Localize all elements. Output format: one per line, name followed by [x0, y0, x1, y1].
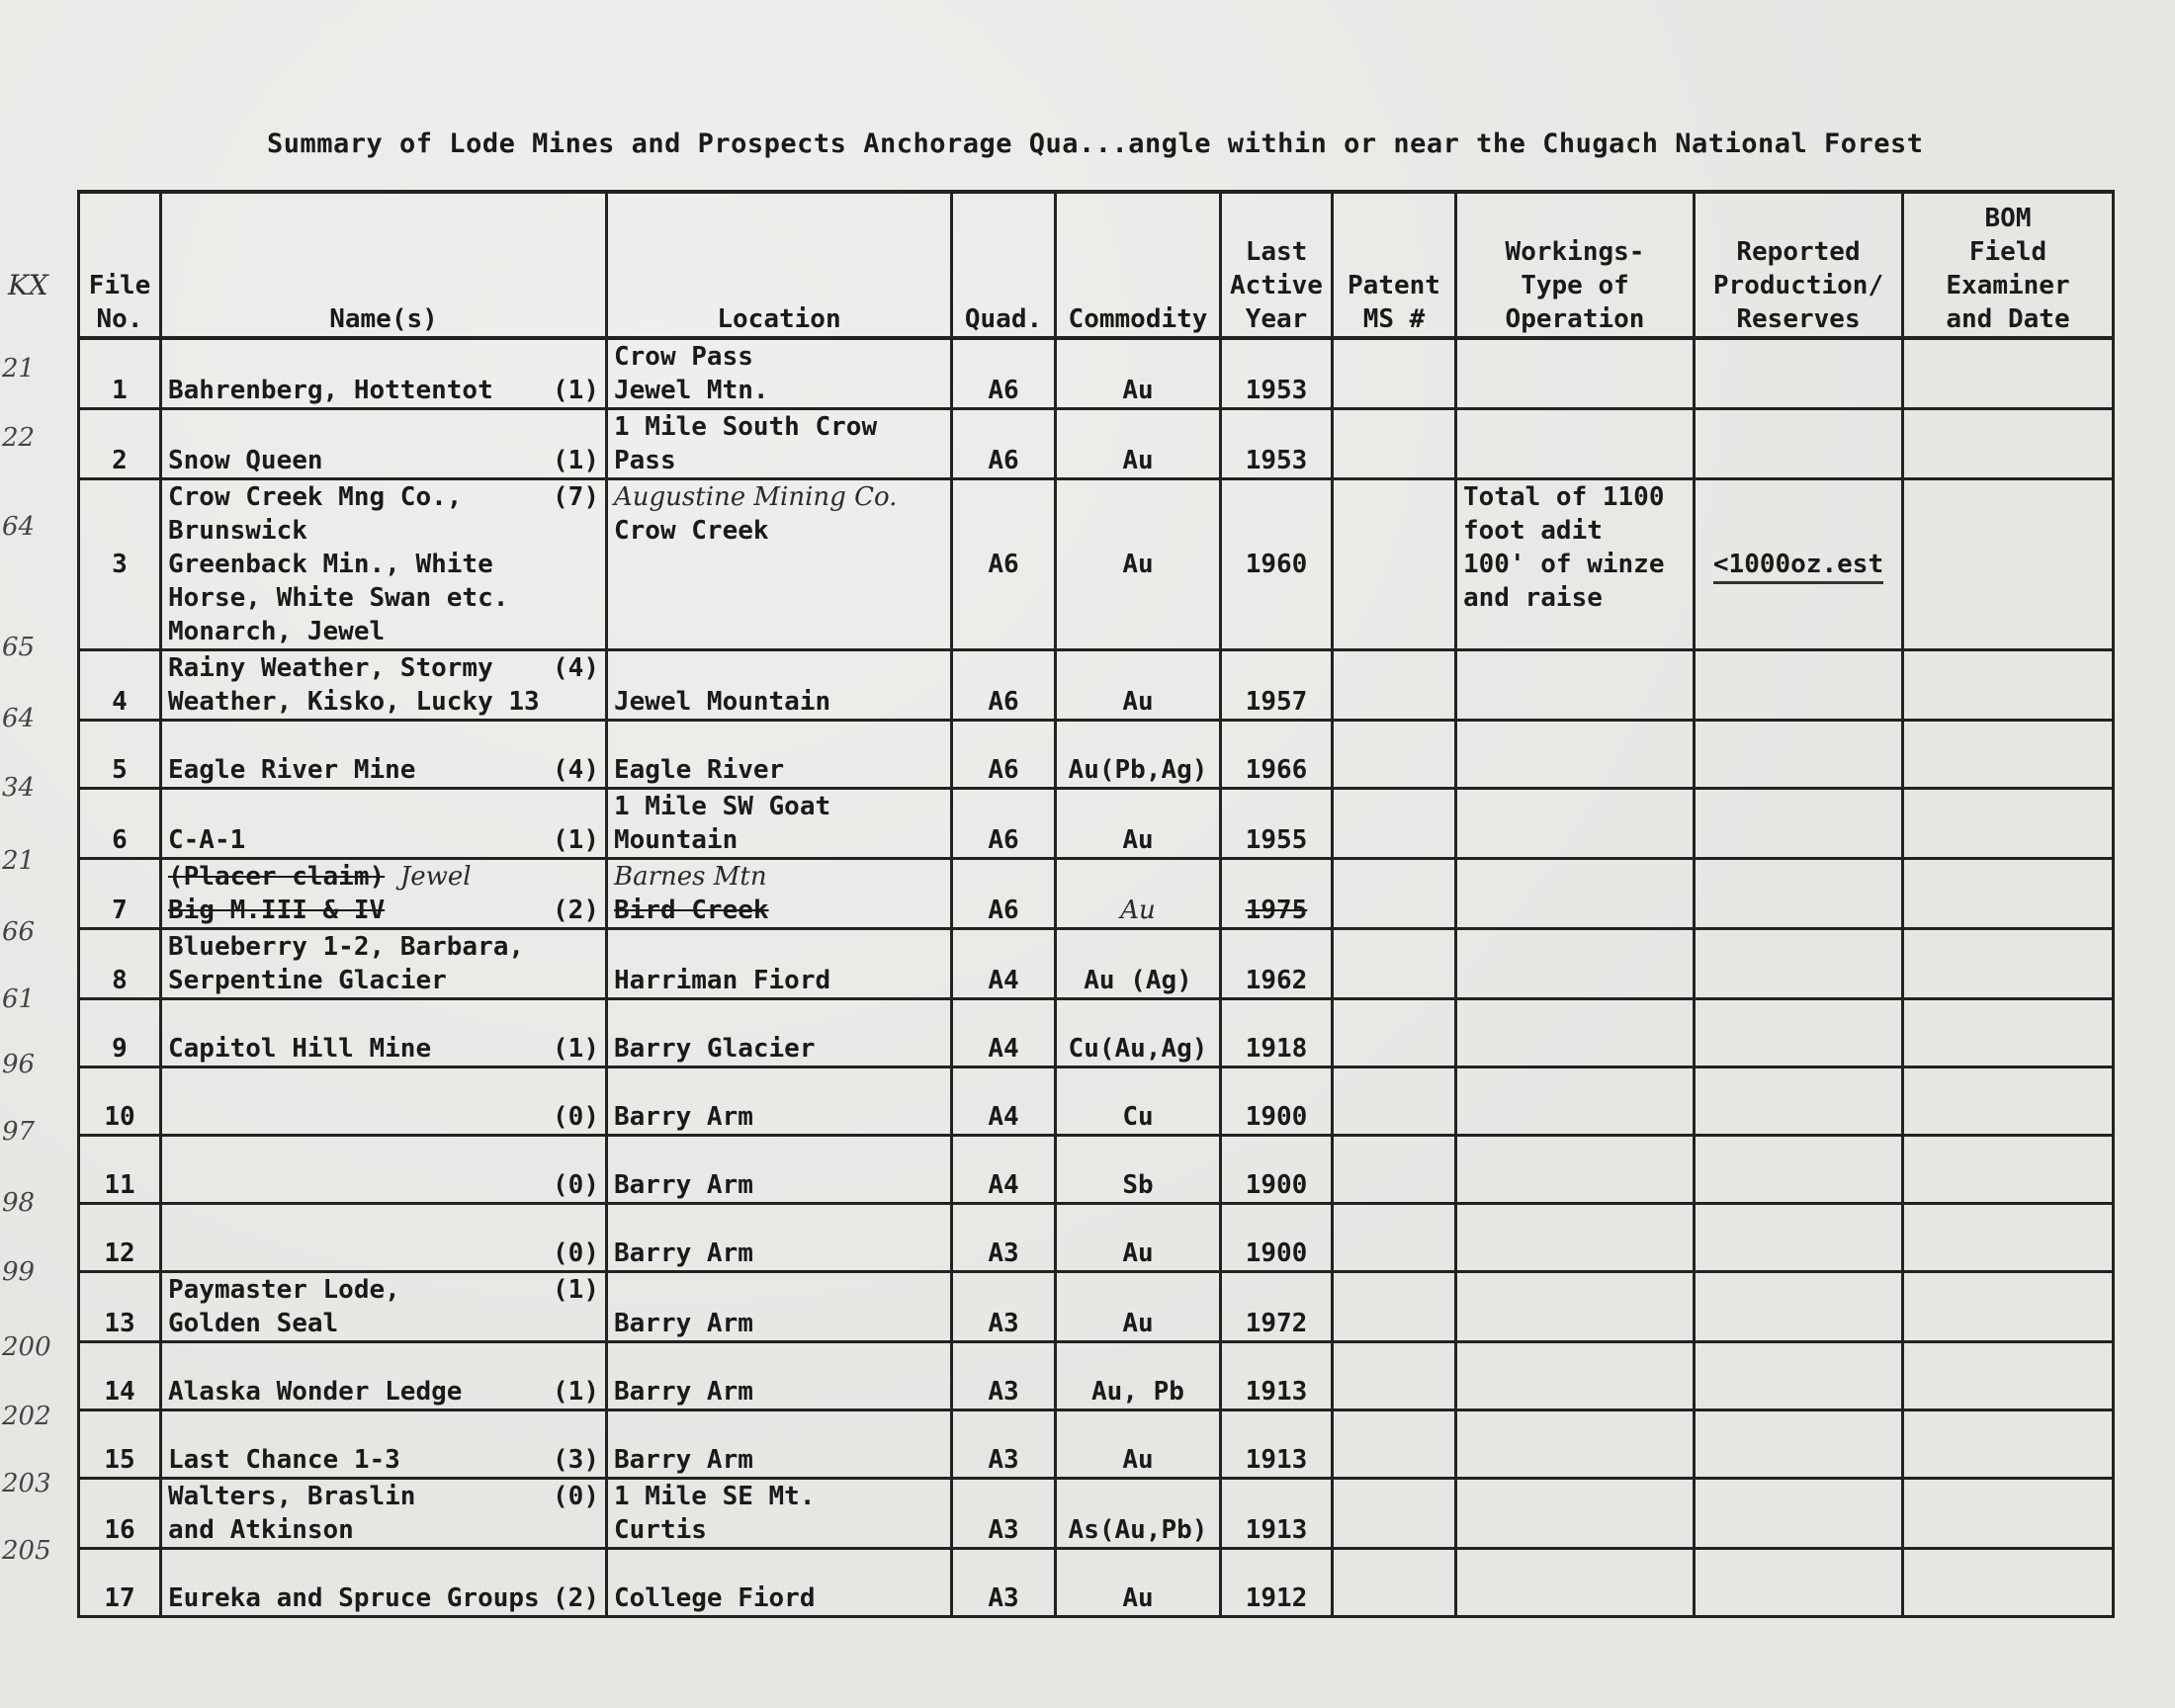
workings-cell [1456, 1549, 1695, 1617]
location-text: Eagle River [614, 755, 785, 785]
production-cell [1695, 1410, 1903, 1479]
location-text: Barry Arm [614, 1170, 753, 1200]
quad-cell: A4 [952, 1136, 1056, 1204]
name-text [168, 753, 599, 787]
quad-cell: A6 [952, 479, 1056, 650]
quad-cell: A3 [952, 1549, 1056, 1617]
last-active-year-cell: 1957 [1221, 650, 1333, 721]
workings-cell [1456, 1342, 1695, 1410]
last-active-year-cell: 1900 [1221, 1204, 1333, 1272]
table-row [79, 1479, 2114, 1549]
mine-names: C-A-1 [168, 825, 246, 855]
quad-cell: A6 [952, 721, 1056, 789]
name-text [168, 930, 599, 997]
table-row [79, 1410, 2114, 1479]
last-active-year-cell: 1955 [1221, 789, 1333, 859]
bom-examiner-cell [1903, 1068, 2114, 1136]
reference-count: (1) [553, 1377, 599, 1407]
patent-cell [1333, 1410, 1456, 1479]
commodity-cell: Au [1056, 479, 1221, 650]
patent-cell [1333, 1136, 1456, 1204]
mine-names: Paymaster Lode, Golden Seal [168, 1275, 400, 1338]
table-row [79, 1342, 2114, 1410]
production-cell [1695, 1479, 1903, 1549]
margin-note: 64 [2, 512, 36, 542]
last-active-year-cell: 1913 [1221, 1342, 1333, 1410]
name-cell [161, 721, 607, 789]
patent-cell [1333, 789, 1456, 859]
quad-cell: A3 [952, 1204, 1056, 1272]
header-file-no: File No. [79, 192, 161, 338]
patent-cell [1333, 721, 1456, 789]
quad-cell: A6 [952, 789, 1056, 859]
reference-count: (1) [553, 446, 599, 475]
commodity-cell: Au [1056, 1272, 1221, 1342]
workings-cell: Total of 1100 foot adit 100' of winze and raise [1456, 479, 1695, 650]
location-text: 1 Mile SE Mt. Curtis [614, 1482, 816, 1545]
location-cell [607, 1272, 952, 1342]
last-active-year-cell: 1966 [1221, 721, 1333, 789]
table-row [79, 1068, 2114, 1136]
bom-examiner-cell [1903, 1342, 2114, 1410]
file-no-cell: 5 [79, 721, 161, 789]
location-text: 1 Mile SW Goat Mountain [614, 792, 831, 855]
file-no-cell: 11 [79, 1136, 161, 1204]
header-last-active-year: Last Active Year [1221, 192, 1333, 338]
bom-examiner-cell [1903, 1204, 2114, 1272]
reference-count: (0) [553, 1102, 599, 1132]
production-cell [1695, 479, 1903, 650]
mine-names: Capitol Hill Mine [168, 1034, 432, 1064]
patent-cell [1333, 1342, 1456, 1410]
margin-note: 97 [2, 1117, 36, 1147]
bom-examiner-cell [1903, 929, 2114, 999]
table-row [79, 721, 2114, 789]
header-names: Name(s) [161, 192, 607, 338]
commodity-cell: Au [1056, 338, 1221, 409]
name-text [168, 1581, 599, 1615]
workings-cell [1456, 721, 1695, 789]
patent-cell [1333, 1549, 1456, 1617]
production-cell [1695, 338, 1903, 409]
last-active-year-cell: 1912 [1221, 1549, 1333, 1617]
mine-names: Last Chance 1-3 [168, 1445, 400, 1475]
location-text: Crow Creek [614, 516, 769, 546]
reference-count: (1) [553, 825, 599, 855]
workings-cell [1456, 999, 1695, 1068]
name-text [168, 823, 599, 857]
reference-count: (0) [553, 1170, 599, 1200]
reference-count: (2) [553, 1583, 599, 1613]
margin-note: 61 [2, 984, 36, 1014]
file-no-cell: 7 [79, 859, 161, 929]
handwritten-commodity: Au [1120, 896, 1156, 925]
table-row [79, 999, 2114, 1068]
location-cell [607, 1479, 952, 1549]
name-cell [161, 1342, 607, 1410]
table-row [79, 789, 2114, 859]
last-active-year-cell: 1918 [1221, 999, 1333, 1068]
commodity-cell: Au, Pb [1056, 1342, 1221, 1410]
reference-count: (3) [553, 1445, 599, 1475]
location-cell [607, 721, 952, 789]
page-title: Summary of Lode Mines and Prospects Anchorage Qua...angle within or near the Chugach National Forest [267, 128, 1924, 159]
production-cell [1695, 1342, 1903, 1410]
name-cell [161, 1410, 607, 1479]
production-cell [1695, 1136, 1903, 1204]
workings-cell [1456, 1068, 1695, 1136]
location-text: Barry Arm [614, 1102, 753, 1132]
name-cell [161, 789, 607, 859]
bom-examiner-cell [1903, 999, 2114, 1068]
name-text [168, 651, 599, 719]
commodity-cell: Sb [1056, 1136, 1221, 1204]
file-no-cell: 16 [79, 1479, 161, 1549]
production-cell [1695, 409, 1903, 479]
patent-cell [1333, 1272, 1456, 1342]
location-text: Barry Arm [614, 1238, 753, 1268]
file-no-cell: 17 [79, 1549, 161, 1617]
margin-note: 34 [2, 773, 36, 803]
location-cell [607, 1410, 952, 1479]
location-text: Barry Arm [614, 1377, 753, 1407]
location-text: Harriman Fiord [614, 966, 831, 995]
quad-cell: A6 [952, 650, 1056, 721]
header-production: Reported Production/ Reserves [1695, 192, 1903, 338]
header-quad: Quad. [952, 192, 1056, 338]
handwritten-location: Augustine Mining Co. [614, 482, 898, 512]
name-cell [161, 1272, 607, 1342]
production-cell [1695, 1272, 1903, 1342]
mine-names: Alaska Wonder Ledge [168, 1377, 463, 1407]
handwritten-location: Barnes Mtn [614, 862, 767, 892]
patent-cell [1333, 1068, 1456, 1136]
patent-cell [1333, 338, 1456, 409]
mines-table [77, 190, 2115, 1618]
workings-cell [1456, 929, 1695, 999]
quad-cell: A3 [952, 1342, 1056, 1410]
location-text: 1 Mile South Crow Pass [614, 412, 878, 475]
table-row [79, 859, 2114, 929]
location-cell [607, 1342, 952, 1410]
margin-note: 202 [2, 1402, 51, 1431]
location-cell [607, 650, 952, 721]
file-no-cell: 6 [79, 789, 161, 859]
quad-cell: A4 [952, 1068, 1056, 1136]
table-row [79, 338, 2114, 409]
table-row [79, 1272, 2114, 1342]
workings-cell [1456, 1479, 1695, 1549]
name-text [168, 374, 599, 407]
bom-examiner-cell [1903, 650, 2114, 721]
workings-cell [1456, 859, 1695, 929]
table-header-row [79, 192, 2114, 338]
commodity-cell: Au [1056, 1410, 1221, 1479]
workings-cell [1456, 1136, 1695, 1204]
production-cell [1695, 1068, 1903, 1136]
name-text [168, 480, 599, 648]
bom-examiner-cell [1903, 789, 2114, 859]
bom-examiner-cell [1903, 479, 2114, 650]
bom-examiner-cell [1903, 1136, 2114, 1204]
name-cell [161, 409, 607, 479]
location-cell [607, 409, 952, 479]
margin-note: 99 [2, 1257, 36, 1287]
production-cell [1695, 859, 1903, 929]
header-bom-examiner: BOM Field Examiner and Date [1903, 192, 2114, 338]
patent-cell [1333, 650, 1456, 721]
margin-note: 98 [2, 1188, 36, 1218]
commodity-cell: Au(Pb,Ag) [1056, 721, 1221, 789]
file-no-cell: 14 [79, 1342, 161, 1410]
name-cell [161, 859, 607, 929]
last-active-year-cell: 1972 [1221, 1272, 1333, 1342]
last-active-year-cell: 1962 [1221, 929, 1333, 999]
mine-names: Snow Queen [168, 446, 323, 475]
location-cell [607, 789, 952, 859]
mine-names: Eureka and Spruce Groups [168, 1583, 540, 1613]
location-cell [607, 929, 952, 999]
file-no-cell: 10 [79, 1068, 161, 1136]
patent-cell [1333, 409, 1456, 479]
reference-count: (7) [553, 482, 599, 512]
production-cell [1695, 1549, 1903, 1617]
patent-cell [1333, 999, 1456, 1068]
margin-note: 65 [2, 633, 36, 662]
patent-cell [1333, 859, 1456, 929]
patent-cell [1333, 1204, 1456, 1272]
reference-count: (2) [553, 896, 599, 925]
workings-cell [1456, 409, 1695, 479]
name-text [168, 1375, 599, 1409]
commodity-cell: Au [1056, 409, 1221, 479]
location-cell [607, 1204, 952, 1272]
production-cell [1695, 999, 1903, 1068]
bom-examiner-cell [1903, 338, 2114, 409]
location-text: Barry Arm [614, 1309, 753, 1338]
table-row [79, 650, 2114, 721]
mine-names: Rainy Weather, Stormy Weather, Kisko, Lucky 13 [168, 653, 540, 717]
name-text [168, 1032, 599, 1066]
reference-count: (4) [553, 653, 599, 683]
production-value: <1000oz.est [1713, 550, 1883, 584]
location-cell [607, 1068, 952, 1136]
table-row [79, 1549, 2114, 1617]
last-active-year-cell: 1953 [1221, 338, 1333, 409]
table-body [79, 338, 2114, 1617]
struck-name: (Placer claim) [168, 862, 386, 892]
name-cell [161, 479, 607, 650]
patent-cell [1333, 479, 1456, 650]
struck-year: 1975 [1245, 896, 1308, 925]
location-text: Barry Arm [614, 1445, 753, 1475]
workings-cell [1456, 1410, 1695, 1479]
name-line [168, 894, 599, 927]
location-cell [607, 479, 952, 650]
file-no-cell: 13 [79, 1272, 161, 1342]
name-text [168, 444, 599, 477]
file-no-cell: 1 [79, 338, 161, 409]
header-commodity: Commodity [1056, 192, 1221, 338]
last-active-year-cell: 1913 [1221, 1479, 1333, 1549]
table-row [79, 1136, 2114, 1204]
quad-cell: A3 [952, 1410, 1056, 1479]
reference-count: (4) [553, 755, 599, 785]
bom-examiner-cell [1903, 1272, 2114, 1342]
workings-cell [1456, 1272, 1695, 1342]
margin-note: 200 [2, 1332, 51, 1362]
name-cell [161, 999, 607, 1068]
bom-examiner-cell [1903, 859, 2114, 929]
table-row [79, 479, 2114, 650]
workings-cell [1456, 1204, 1695, 1272]
quad-cell: A4 [952, 929, 1056, 999]
commodity-cell [1056, 859, 1221, 929]
mine-names: Crow Creek Mng Co., Brunswick Greenback Min., White Horse, White Swan etc. Monarch, Jewel [168, 482, 509, 646]
file-no-cell: 4 [79, 650, 161, 721]
name-text [168, 1273, 599, 1340]
margin-note: 22 [2, 423, 36, 453]
margin-note: 66 [2, 917, 36, 947]
bom-examiner-cell [1903, 1410, 2114, 1479]
margin-note: 21 [2, 846, 36, 876]
workings-cell [1456, 338, 1695, 409]
margin-note: 64 [2, 704, 36, 733]
bom-examiner-cell [1903, 1549, 2114, 1617]
location-text: Crow Pass Jewel Mtn. [614, 342, 769, 405]
file-no-cell: 12 [79, 1204, 161, 1272]
commodity-cell: Au (Ag) [1056, 929, 1221, 999]
commodity-cell: Au [1056, 1204, 1221, 1272]
commodity-cell: Au [1056, 650, 1221, 721]
file-no-cell: 15 [79, 1410, 161, 1479]
file-no-cell: 9 [79, 999, 161, 1068]
struck-name: Big M.III & IV [168, 896, 386, 925]
name-cell [161, 1204, 607, 1272]
name-cell [161, 650, 607, 721]
table-row [79, 1204, 2114, 1272]
table-row [79, 929, 2114, 999]
margin-note: 96 [2, 1050, 36, 1079]
location-cell [607, 1549, 952, 1617]
commodity-cell: Cu [1056, 1068, 1221, 1136]
last-active-year-cell: 1913 [1221, 1410, 1333, 1479]
last-active-year-cell [1221, 859, 1333, 929]
location-text: College Fiord [614, 1583, 816, 1613]
reference-count: (1) [553, 376, 599, 405]
production-cell [1695, 1204, 1903, 1272]
margin-note: 205 [2, 1536, 51, 1566]
production-cell [1695, 650, 1903, 721]
location-text: Jewel Mountain [614, 687, 831, 717]
file-no-cell: 2 [79, 409, 161, 479]
handwritten-name: Jewel [399, 862, 472, 892]
workings-cell [1456, 789, 1695, 859]
name-cell [161, 1136, 607, 1204]
quad-cell: A3 [952, 1479, 1056, 1549]
patent-cell [1333, 1479, 1456, 1549]
location-cell [607, 338, 952, 409]
name-line [168, 860, 599, 894]
quad-cell: A6 [952, 859, 1056, 929]
location-cell [607, 1136, 952, 1204]
commodity-cell: Cu(Au,Ag) [1056, 999, 1221, 1068]
mine-names: Walters, Braslin and Atkinson [168, 1482, 416, 1545]
mine-names: Blueberry 1-2, Barbara, Serpentine Glacier [168, 932, 525, 995]
location-text: Barry Glacier [614, 1034, 816, 1064]
reference-count: (1) [553, 1275, 599, 1305]
file-no-cell: 8 [79, 929, 161, 999]
header-location: Location [607, 192, 952, 338]
header-patent: Patent MS # [1333, 192, 1456, 338]
mine-names: Bahrenberg, Hottentot [168, 376, 493, 405]
name-text [168, 1480, 599, 1547]
last-active-year-cell: 1900 [1221, 1136, 1333, 1204]
reference-count: (1) [553, 1034, 599, 1064]
bom-examiner-cell [1903, 1479, 2114, 1549]
reference-count: (0) [553, 1482, 599, 1511]
production-cell [1695, 789, 1903, 859]
margin-note: 203 [2, 1469, 51, 1498]
bom-examiner-cell [1903, 409, 2114, 479]
margin-kx-label: KX [8, 269, 48, 301]
table-row [79, 409, 2114, 479]
reference-count: (0) [553, 1238, 599, 1268]
last-active-year-cell: 1960 [1221, 479, 1333, 650]
location-cell [607, 999, 952, 1068]
name-cell [161, 1068, 607, 1136]
patent-cell [1333, 929, 1456, 999]
struck-location: Bird Creek [614, 896, 769, 925]
name-cell [161, 1479, 607, 1549]
commodity-cell: Au [1056, 1549, 1221, 1617]
quad-cell: A6 [952, 338, 1056, 409]
header-workings: Workings- Type of Operation [1456, 192, 1695, 338]
name-text [168, 1443, 599, 1477]
mine-names: Eagle River Mine [168, 755, 416, 785]
name-cell [161, 338, 607, 409]
file-no-cell: 3 [79, 479, 161, 650]
name-cell [161, 929, 607, 999]
name-cell [161, 1549, 607, 1617]
quad-cell: A6 [952, 409, 1056, 479]
commodity-cell: Au [1056, 789, 1221, 859]
commodity-cell: As(Au,Pb) [1056, 1479, 1221, 1549]
bom-examiner-cell [1903, 721, 2114, 789]
production-cell [1695, 929, 1903, 999]
last-active-year-cell: 1900 [1221, 1068, 1333, 1136]
workings-cell [1456, 650, 1695, 721]
production-cell [1695, 721, 1903, 789]
last-active-year-cell: 1953 [1221, 409, 1333, 479]
location-cell [607, 859, 952, 929]
quad-cell: A4 [952, 999, 1056, 1068]
quad-cell: A3 [952, 1272, 1056, 1342]
margin-note: 21 [2, 354, 36, 384]
